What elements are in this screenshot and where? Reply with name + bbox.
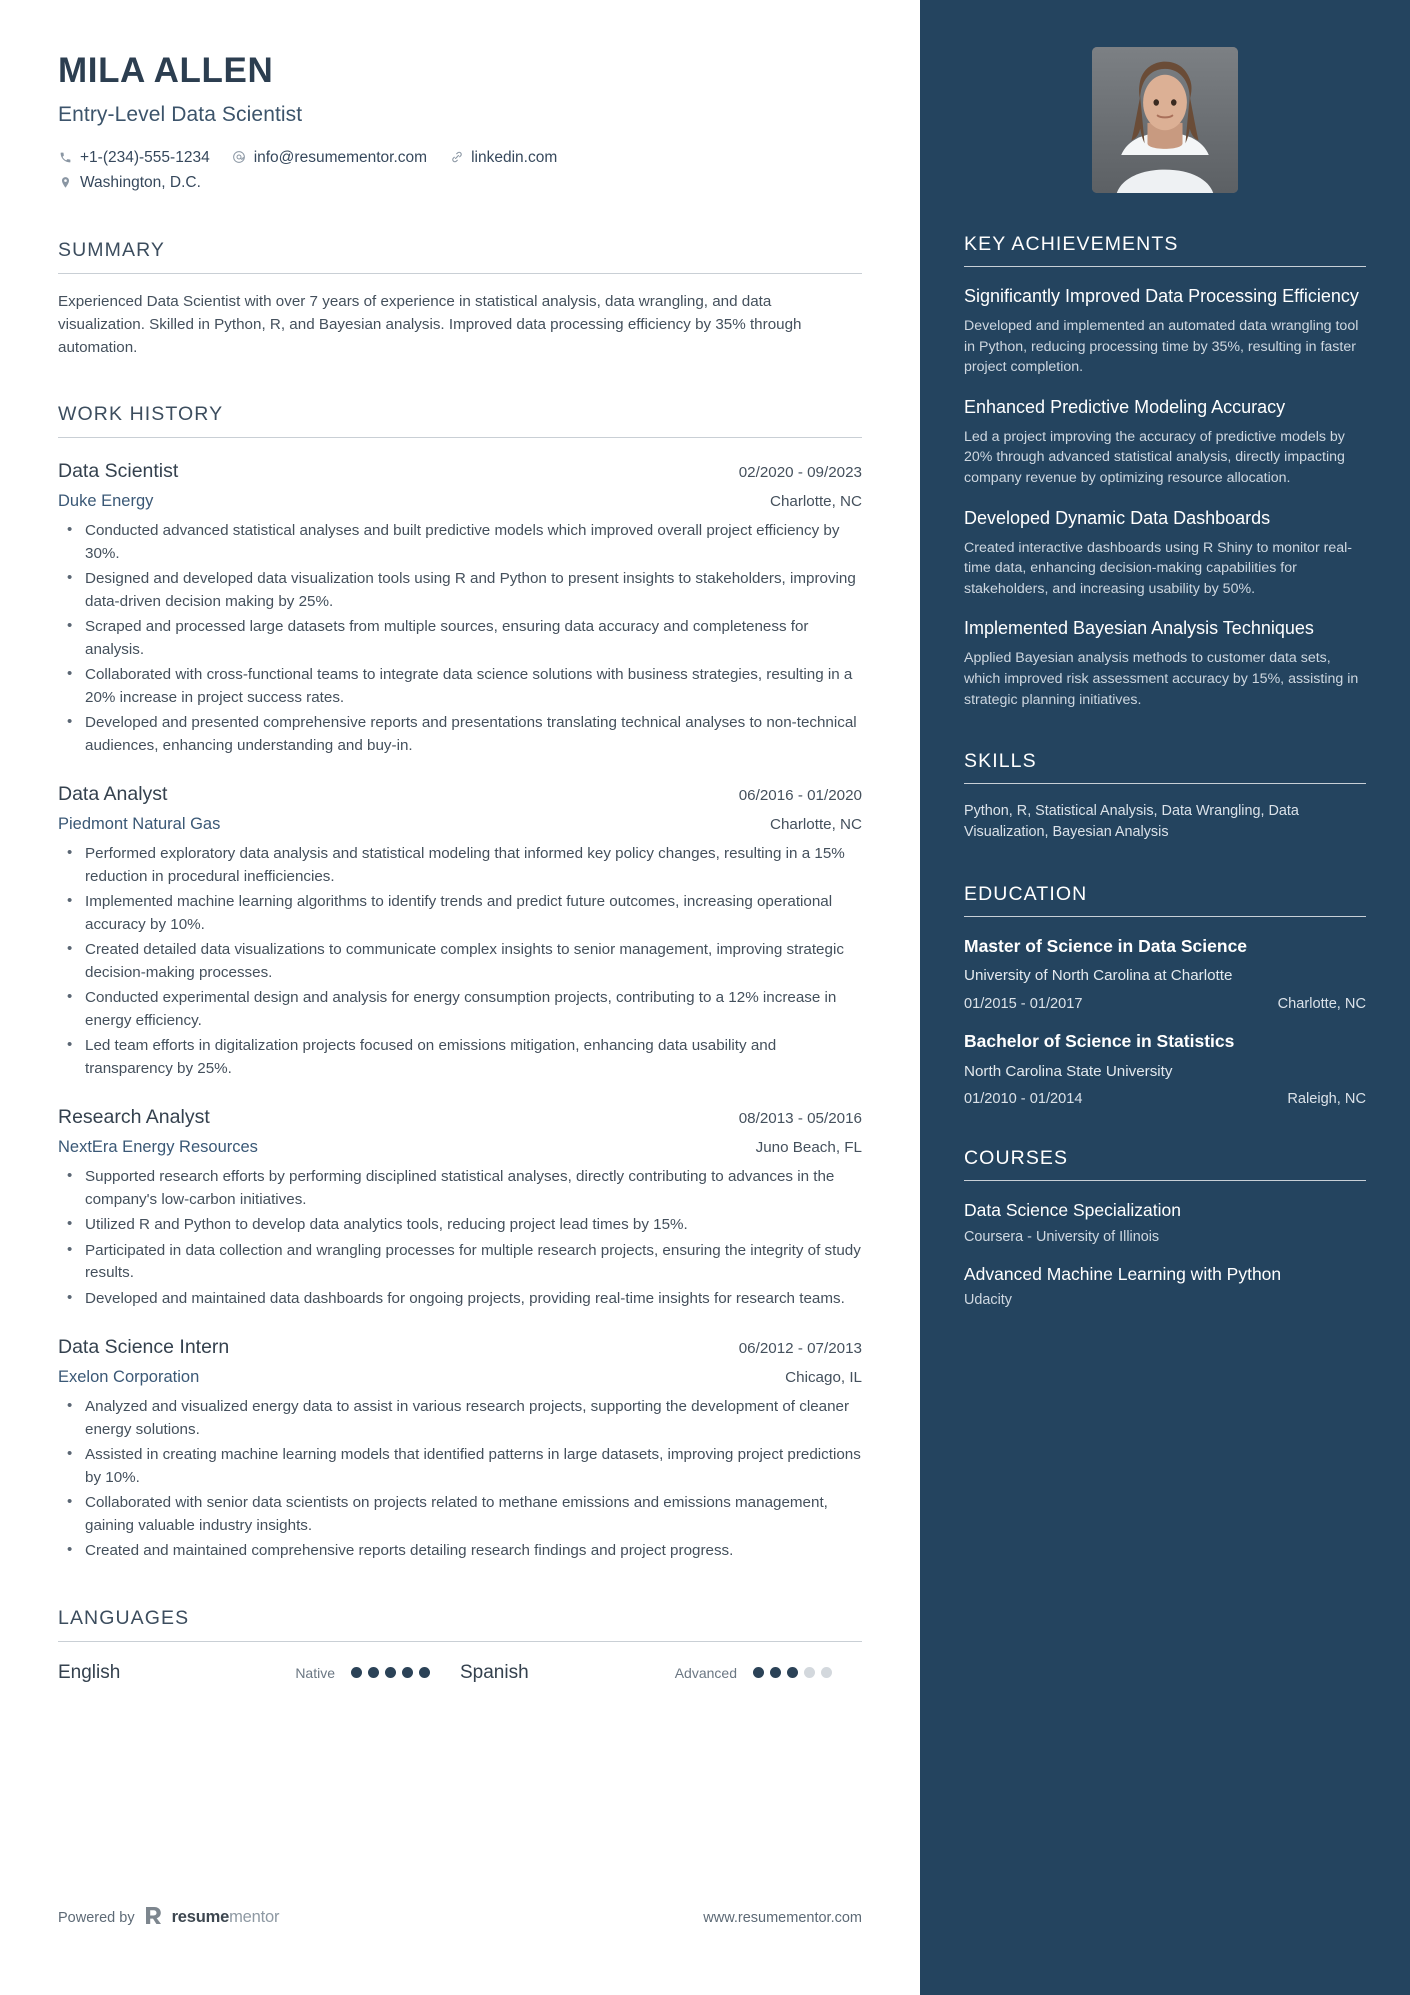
- footer: [58, 1906, 862, 1929]
- course-organization: Coursera - University of Illinois: [964, 1228, 1160, 1245]
- language-rating-dot: [368, 1667, 379, 1678]
- education-date: 01/2015 - 01/2017: [964, 996, 1083, 1013]
- powered-by-label: Powered by: [58, 1909, 135, 1926]
- contact-linkedin[interactable]: [449, 145, 557, 170]
- education-meta: [964, 996, 1366, 1012]
- course-name: Advanced Machine Learning with Python: [964, 1263, 1282, 1284]
- contact-phone-text: +1-(234)-555-1234: [80, 148, 210, 166]
- work-company: Exelon Corporation: [58, 1368, 200, 1386]
- summary-divider: [58, 273, 862, 274]
- link-icon: [449, 150, 464, 164]
- courses-divider: [964, 1180, 1366, 1181]
- course-name: Data Science Specialization: [964, 1200, 1181, 1221]
- brand-light: mentor: [229, 1908, 280, 1926]
- work-position: Research Analyst: [58, 1106, 210, 1128]
- work-bullet: • Implemented machine learning algorithms to identify trends and predict future outcomes, increasing operational accuracy by 10%.: [58, 891, 862, 936]
- achievement-title: Implemented Bayesian Analysis Techniques: [964, 618, 1314, 639]
- work-history-divider: [58, 437, 862, 438]
- contact-email[interactable]: [232, 145, 427, 170]
- language-rating-dot: [402, 1667, 413, 1678]
- skills-section: [964, 750, 1366, 843]
- work-location: Juno Beach, FL: [755, 1139, 862, 1156]
- work-bullet: • Supported research efforts by performing disciplined statistical analyses, directly contributing to advances in the company's low-carbon initiatives.: [58, 1166, 862, 1211]
- work-company: Piedmont Natural Gas: [58, 815, 221, 833]
- contact-phone[interactable]: [58, 145, 210, 170]
- work-date: 06/2012 - 07/2013: [738, 1340, 862, 1357]
- education-meta: [964, 1091, 1366, 1107]
- contact-line-secondary: [58, 170, 862, 195]
- work-bullet: • Developed and maintained data dashboards for ongoing projects, providing real-time insights for research teams.: [58, 1288, 862, 1311]
- skills-heading: SKILLS: [964, 750, 1037, 773]
- achievement-item: [964, 617, 1366, 710]
- achievement-description: Developed and implemented an automated data wrangling tool in Python, reducing processing time by 35%, resulting in faster project completion.: [964, 318, 1359, 376]
- contact-location: [58, 170, 201, 195]
- footer-brand: [58, 1906, 279, 1929]
- education-item: [964, 1030, 1366, 1107]
- languages-list: [58, 1662, 862, 1684]
- work-bullet: • Utilized R and Python to develop data analytics tools, reducing project lead times by 15%.: [58, 1214, 862, 1237]
- work-bullet-list: [58, 1166, 862, 1310]
- brand-bold: resume: [171, 1908, 230, 1926]
- work-entry-subheader: [58, 815, 862, 834]
- language-dots: [753, 1667, 832, 1678]
- language-rating-dot: [419, 1667, 430, 1678]
- course-item: [964, 1199, 1366, 1244]
- achievement-description: Applied Bayesian analysis methods to customer data sets, which improved risk assessment accuracy by 15%, assisting in strategic planning initiatives.: [964, 650, 1359, 708]
- avatar-photo-icon: [1092, 47, 1238, 193]
- language-rating-dot: [351, 1667, 362, 1678]
- language-rating-dot: [821, 1667, 832, 1678]
- work-bullet: • Created detailed data visualizations to communicate complex insights to senior management, improving strategic decision-making processes.: [58, 939, 862, 984]
- achievement-item: [964, 285, 1366, 378]
- key-achievements-section: [964, 233, 1366, 710]
- language-name: English: [58, 1661, 121, 1683]
- work-entry-subheader: [58, 1138, 862, 1157]
- work-date: 02/2020 - 09/2023: [738, 464, 862, 481]
- achievement-item: [964, 507, 1366, 600]
- work-bullet: • Performed exploratory data analysis and statistical modeling that informed key policy changes, resulting in a 15% reduction in procedural inefficiencies.: [58, 843, 862, 888]
- work-entry-header: [58, 783, 862, 806]
- language-level: Advanced: [674, 1664, 737, 1681]
- education-section: [964, 883, 1366, 1107]
- avatar: [1092, 47, 1238, 193]
- language-rating-dot: [753, 1667, 764, 1678]
- work-location: Charlotte, NC: [769, 493, 862, 510]
- languages-section: [58, 1607, 862, 1684]
- work-bullet: • Conducted experimental design and analysis for energy consumption projects, contributing to a 12% increase in energy efficiency.: [58, 987, 862, 1032]
- achievement-item: [964, 396, 1366, 489]
- courses-heading: COURSES: [964, 1147, 1069, 1170]
- work-bullet: • Collaborated with cross-functional teams to integrate data science solutions with business strategies, resulting in a 20% increase in project success rates.: [58, 664, 862, 709]
- work-history-entry: [58, 1106, 862, 1310]
- work-entry-subheader: [58, 492, 862, 511]
- courses-list: [964, 1199, 1366, 1308]
- languages-heading: LANGUAGES: [58, 1606, 190, 1629]
- contact-line-primary: [58, 145, 862, 170]
- language-item: [460, 1662, 862, 1684]
- work-company: NextEra Energy Resources: [58, 1138, 258, 1156]
- language-dots: [351, 1667, 430, 1678]
- work-position: Data Analyst: [58, 783, 168, 805]
- email-icon: [232, 150, 247, 164]
- education-item: [964, 935, 1366, 1012]
- course-organization: Udacity: [964, 1292, 1012, 1309]
- work-history-entry: [58, 460, 862, 757]
- languages-divider: [58, 1641, 862, 1642]
- work-bullet-list: [58, 1396, 862, 1563]
- skills-text: Python, R, Statistical Analysis, Data Wrangling, Data Visualization, Bayesian Analysis: [964, 803, 1299, 841]
- work-bullet: • Created and maintained comprehensive reports detailing research findings and project progress.: [58, 1540, 862, 1563]
- contact-linkedin-text: linkedin.com: [471, 148, 558, 166]
- contact-info: [58, 145, 862, 195]
- work-bullet: • Developed and presented comprehensive reports and presentations translating technical analyses to non-technical audiences, enhancing understanding and buy-in.: [58, 712, 862, 757]
- language-rating-dot: [804, 1667, 815, 1678]
- education-degree: Bachelor of Science in Statistics: [964, 1031, 1235, 1052]
- avatar-container: [964, 0, 1366, 193]
- achievement-description: Led a project improving the accuracy of predictive models by 20% through advanced statistical analysis, directly impacting company revenue by optimizing resource allocation.: [964, 428, 1345, 487]
- work-bullet: • Assisted in creating machine learning models that identified patterns in large datasets, improving project predictions by 10%.: [58, 1444, 862, 1489]
- work-bullet: • Analyzed and visualized energy data to assist in various research projects, supporting the development of cleaner energy solutions.: [58, 1396, 862, 1441]
- work-history-entry: [58, 1336, 862, 1563]
- achievement-title: Significantly Improved Data Processing Efficiency: [964, 286, 1359, 306]
- work-history-section: [58, 403, 862, 1563]
- work-position: Data Scientist: [58, 460, 179, 482]
- key-achievements-divider: [964, 266, 1366, 267]
- education-school: North Carolina State University: [964, 1062, 1173, 1080]
- work-entry-header: [58, 1106, 862, 1129]
- key-achievements-heading: KEY ACHIEVEMENTS: [964, 233, 1179, 255]
- work-bullet: • Collaborated with senior data scientists on projects related to methane emissions and emissions management, gaining valuable industry insights.: [58, 1492, 862, 1537]
- language-rating: [295, 1665, 460, 1681]
- work-position: Data Science Intern: [58, 1336, 230, 1358]
- sidebar: [920, 0, 1410, 1995]
- language-rating-dot: [770, 1667, 781, 1678]
- course-item: [964, 1263, 1366, 1308]
- work-entry-subheader: [58, 1368, 862, 1387]
- language-name: Spanish: [460, 1661, 529, 1683]
- work-history-entry: [58, 783, 862, 1080]
- work-date: 08/2013 - 05/2016: [738, 1110, 862, 1127]
- language-rating-dot: [787, 1667, 798, 1678]
- work-bullet: • Led team efforts in digitalization projects focused on emissions mitigation, enhancing data usability and transparency by 25%.: [58, 1035, 862, 1080]
- candidate-name: MILA ALLEN: [58, 51, 274, 90]
- location-icon: [58, 176, 73, 189]
- brand-text: [172, 1908, 280, 1927]
- work-bullet: • Participated in data collection and wrangling processes for multiple research projects, ensuring the integrity of study results.: [58, 1240, 862, 1285]
- work-history-list: [58, 460, 862, 1563]
- work-date: 06/2016 - 01/2020: [738, 787, 862, 804]
- education-list: [964, 935, 1366, 1107]
- education-location: Charlotte, NC: [1277, 996, 1366, 1013]
- work-bullet-list: [58, 520, 862, 757]
- achievement-title: Enhanced Predictive Modeling Accuracy: [964, 396, 1286, 417]
- skills-divider: [964, 783, 1366, 784]
- education-date: 01/2010 - 01/2014: [964, 1091, 1083, 1108]
- education-divider: [964, 916, 1366, 917]
- key-achievements-list: [964, 285, 1366, 710]
- resumementor-logo-icon: [145, 1906, 162, 1929]
- summary-text: Experienced Data Scientist with over 7 years of experience in statistical analysis, data wrangling, and data visualization. Skilled in Python, R, and Bayesian analysis. Improved data processing efficiency by 35% through automation.: [58, 292, 802, 356]
- work-location: Charlotte, NC: [769, 816, 862, 833]
- summary-section: [58, 239, 862, 359]
- summary-heading: SUMMARY: [58, 238, 166, 261]
- language-rating-dot: [385, 1667, 396, 1678]
- candidate-job-title: Entry-Level Data Scientist: [58, 102, 303, 126]
- work-entry-header: [58, 460, 862, 483]
- education-heading: EDUCATION: [964, 883, 1088, 905]
- work-bullet-list: [58, 843, 862, 1080]
- work-entry-header: [58, 1336, 862, 1359]
- achievement-title: Developed Dynamic Data Dashboards: [964, 507, 1271, 528]
- language-level: Native: [295, 1664, 335, 1681]
- language-rating: [675, 1665, 862, 1681]
- work-bullet: • Scraped and processed large datasets from multiple sources, ensuring data accuracy and completeness for analysis.: [58, 616, 862, 661]
- achievement-description: Created interactive dashboards using R Shiny to monitor real-time data, enhancing decision-making capabilities for stakeholders, and increasing usability by 50%.: [964, 539, 1352, 597]
- contact-location-text: Washington, D.C.: [80, 173, 201, 191]
- work-history-heading: WORK HISTORY: [58, 403, 224, 425]
- courses-section: [964, 1147, 1366, 1308]
- work-bullet: • Conducted advanced statistical analyses and built predictive models which improved overall project efficiency by 30%.: [58, 520, 862, 565]
- education-school: University of North Carolina at Charlotte: [964, 967, 1233, 985]
- work-bullet: • Designed and developed data visualization tools using R and Python to present insights to stakeholders, improving data-driven decision making by 25%.: [58, 568, 862, 613]
- footer-website[interactable]: www.resumementor.com: [703, 1909, 862, 1926]
- education-location: Raleigh, NC: [1287, 1091, 1366, 1108]
- contact-email-text: info@resumementor.com: [253, 148, 428, 166]
- phone-icon: [58, 151, 73, 164]
- education-degree: Master of Science in Data Science: [964, 936, 1248, 956]
- language-item: [58, 1662, 460, 1684]
- work-location: Chicago, IL: [785, 1369, 862, 1386]
- work-company: Duke Energy: [58, 492, 154, 510]
